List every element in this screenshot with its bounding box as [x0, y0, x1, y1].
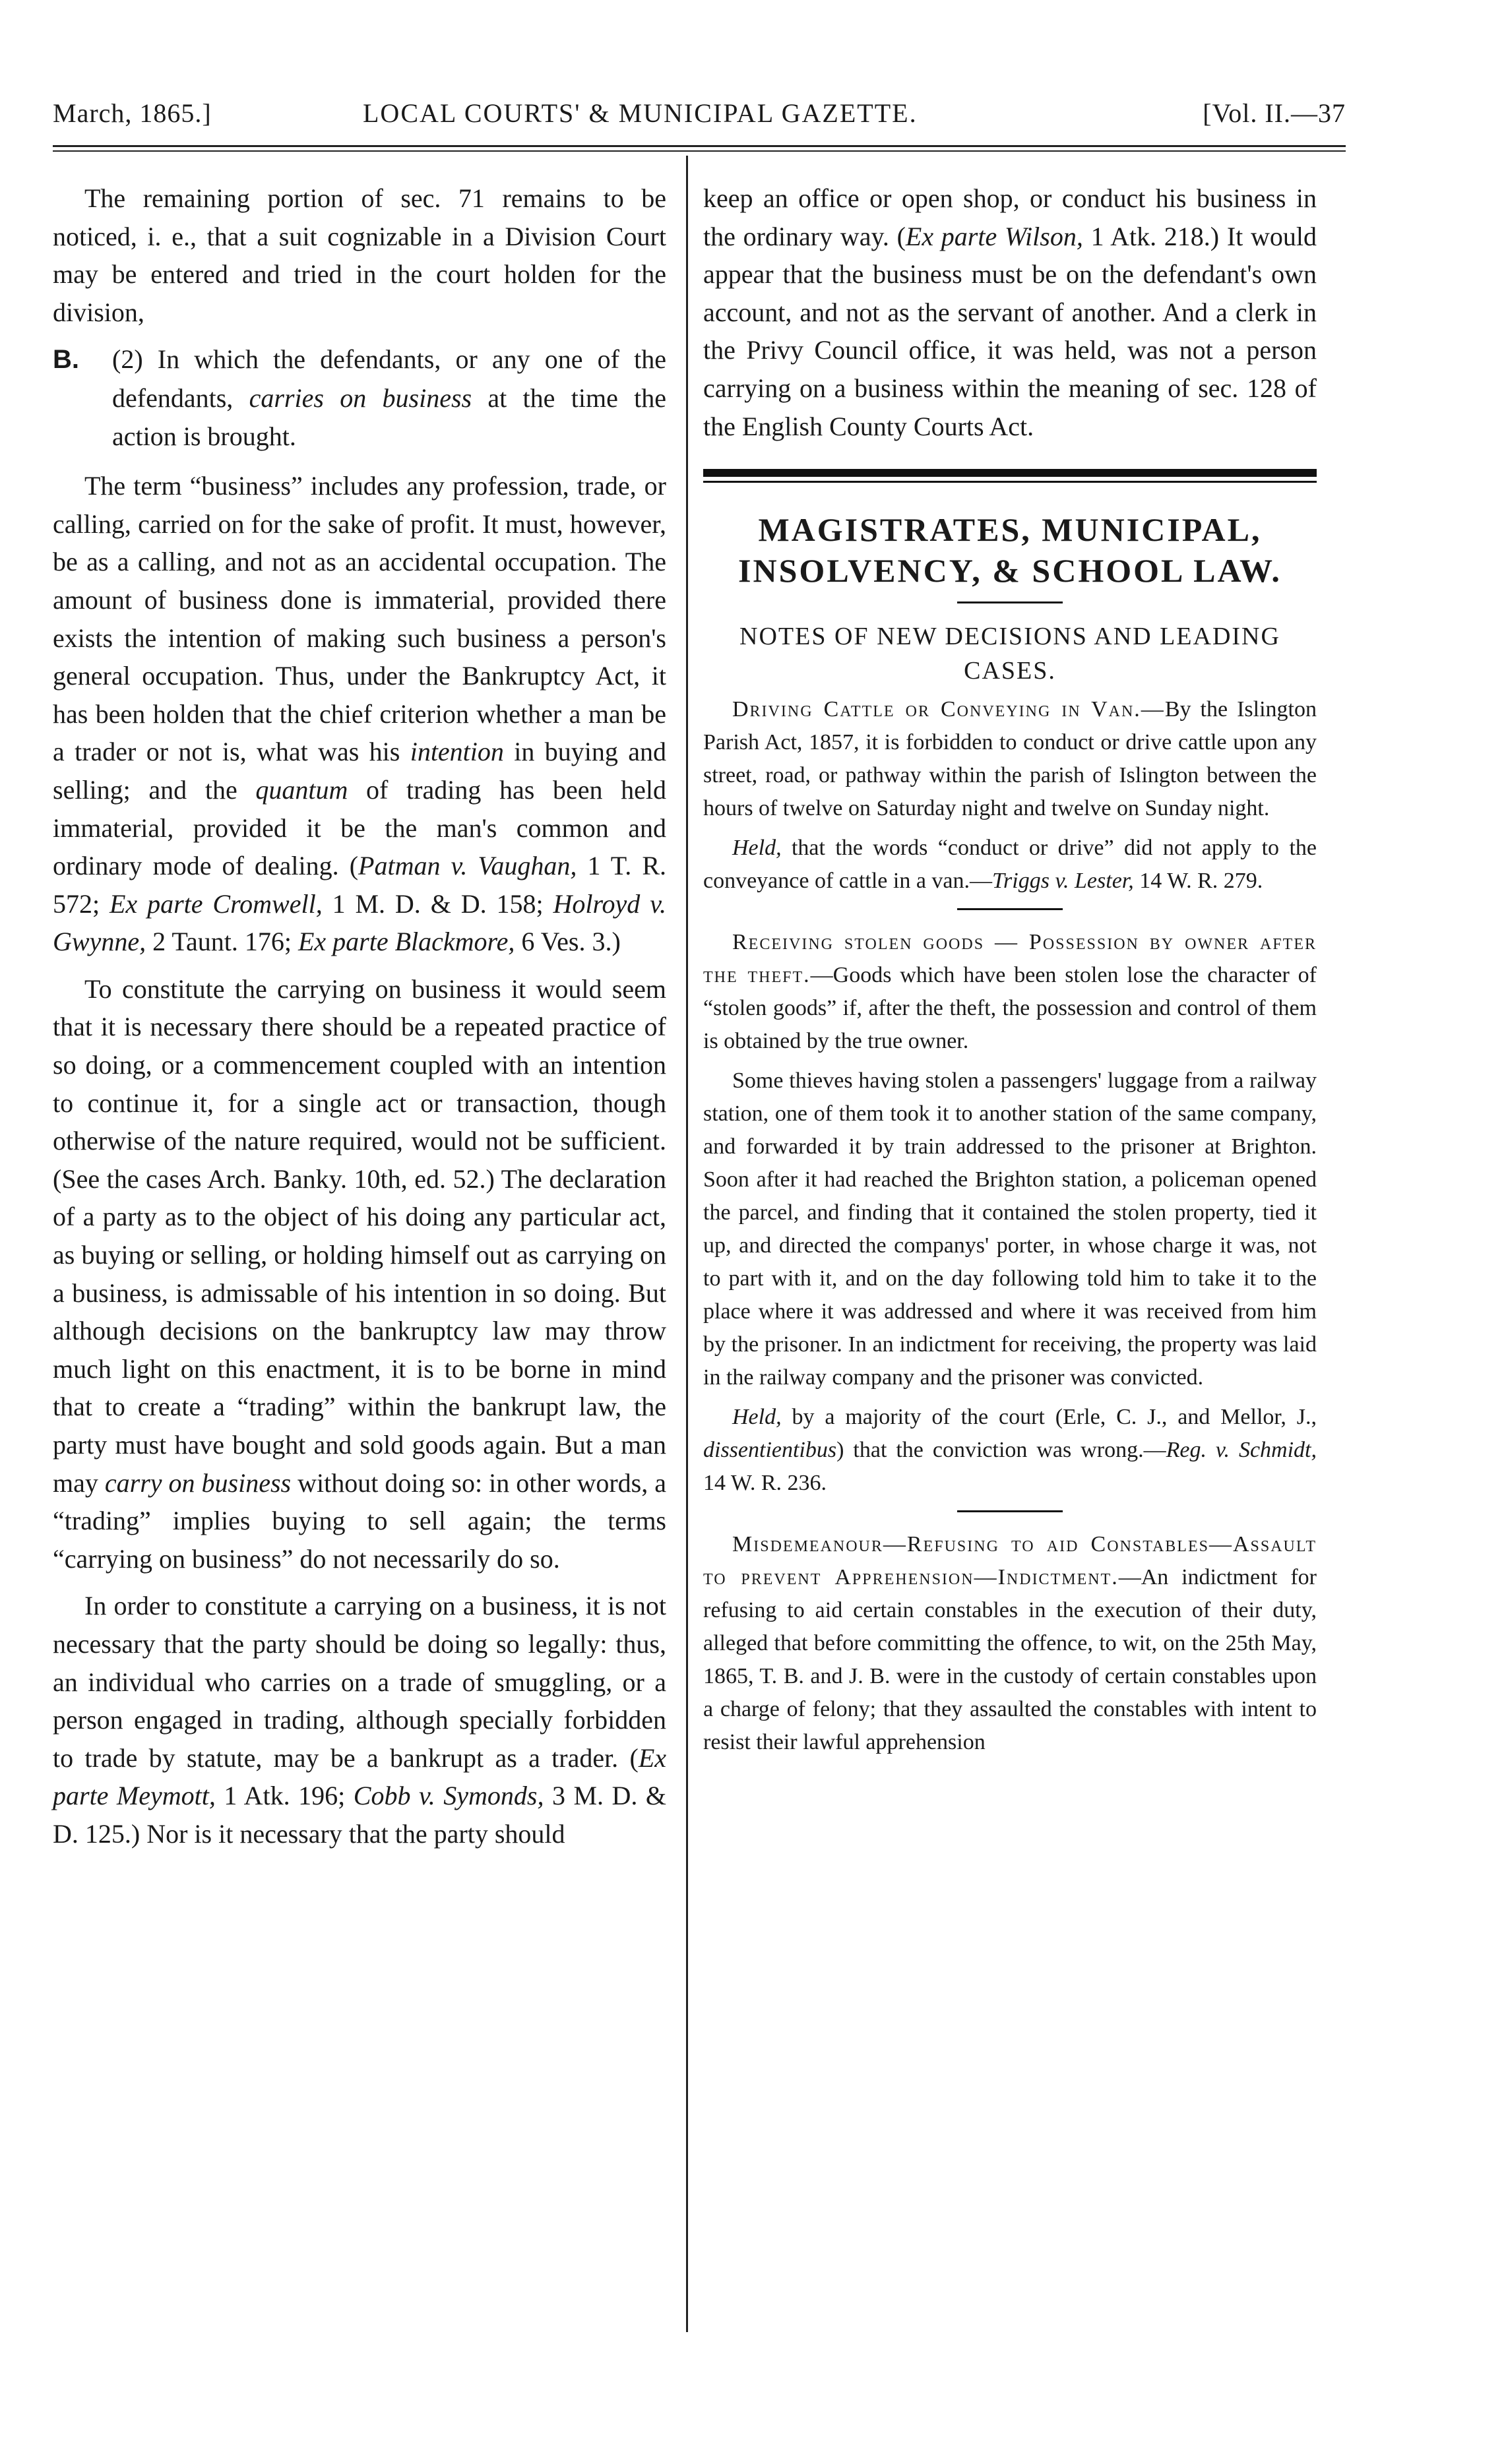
header-title: LOCAL COURTS' & MUNICIPAL GAZETTE. — [363, 98, 918, 128]
case-misdemeanour: Misdemeanour—Refusing to aid Constables—Assault to prevent Apprehension—Indictment.—An indictment for refusing to aid certain constables in the execution of their duty, alleged that before committing the offence, to wit, on the 25th May, 1865, T. B. and J. B. were in the custody of certain constables upon a charge of felony; that they assaulted the constables with intent to resist their lawful apprehension — [703, 1532, 1317, 1755]
case-stolen-goods-held: Held, by a majority of the court (Erle, C. J., and Mellor, J., dissentientibus) that the conviction was wrong.—Reg. v. Schmidt, 14 W. R. 236. — [703, 1405, 1317, 1496]
statute-quote: B. (2) In which the defendants, or any one of the defendants, carries on business at the time the action is brought. — [53, 340, 666, 455]
header-rule-secondary — [53, 150, 1346, 152]
case-notes — [703, 693, 1317, 1759]
paragraph-legality: In order to constitute a carrying on a business, it is not necessary that the party should be doing so legally: thus, an individual who carries on a trade of smuggling, or a person engaged in trading, although specially forbidden to trade by statute, may be a bankrupt as a trader. (Ex parte Meymott, 1 Atk. 196; Cobb v. Symonds, 3 M. D. & D. 125.) Nor is it necessary that the party should — [53, 1591, 667, 1849]
section-title-rule — [957, 601, 1063, 603]
case-separator — [957, 908, 1063, 910]
case-heading: Driving Cattle or Conveying in Van.— — [732, 697, 1165, 722]
right-column — [703, 179, 1317, 1766]
case-stolen-goods: Receiving stolen goods — Possession by owner after the theft.—Goods which have been stolen lose the character of “stolen goods” if, after the theft, the possession and control of them is obtained by the true owner. — [703, 930, 1317, 1054]
section-rule-thin — [703, 481, 1317, 483]
case-heading: Misdemeanour—Refusing to aid Constables—Assault to prevent Apprehension—Indictment. — [703, 1532, 1317, 1590]
running-header — [53, 98, 1346, 137]
section-title-line-1: MAGISTRATES, MUNICIPAL, — [758, 511, 1262, 549]
left-column — [53, 179, 666, 1863]
paragraph-intro: The remaining portion of sec. 71 remains to be noticed, i. e., that a suit cognizable in a Division Court may be entered and tried in the court holden for the division, — [53, 183, 666, 327]
section-title-line-2: INSOLVENCY, & SCHOOL LAW. — [738, 552, 1282, 590]
header-date: March, 1865.] — [53, 98, 212, 128]
case-stolen-goods-facts: Some thieves having stolen a passengers' luggage from a railway station, one of them took it to another station of the same company, and forwarded it by train addressed to the prisoner at Brighton. Soon after it had reached the Brighton station, a policeman opened the parcel, and finding that it contained the stolen property, tied it up, and directed the companys' porter, in whose charge it was, not to part with it, and on the day following told him to take it to the place where it was addressed and where it was received from him by the prisoner. In an indictment for receiving, the property was laid in the railway company and the prisoner was convicted. — [703, 1068, 1317, 1390]
notes-subtitle: NOTES OF NEW DECISIONS AND LEADING CASES. — [739, 623, 1280, 685]
paragraph-carrying-on: To constitute the carrying on business it would seem that it is necessary there should be a repeated practice of so doing, or a commencement coupled with an intention to continue it, for a single act or transaction, though otherwise of the nature required, would not be sufficient. (See the cases Arch. Banky. 10th, ed. 52.) The declaration of a party as to the object of his doing any particular act, as buying or selling, or holding himself out as carrying on a business, is admissable of his intention in so doing. But although decisions on the bankruptcy law may throw much light on this enactment, it is to be borne in mind that to create a “trading” within the bankrupt law, the party must have bought and sold goods again. But a man may carry on business without doing so: in other words, a “trading” implies buying to sell again; the terms “carrying on business” do not necessarily do so. — [53, 973, 666, 1574]
case-heading: Receiving stolen goods — Possession by owner after the theft. — [703, 930, 1317, 988]
continued-text: keep an office or open shop, or conduct his business in the ordinary way. (Ex parte Wilson, 1 Atk. 218.) It would appear that the business must be on the defendant's own account, and not as the servant of another. And a clerk in the Privy Council office, it was held, was not a person carrying on a business within the meaning of sec. 128 of the English County Courts Act. — [703, 183, 1317, 441]
paragraph-business-definition: The term “business” includes any profession, trade, or calling, carried on for the sake of profit. It must, however, be as a calling, and not as an accidental occupation. The amount of business done is immaterial, provided there exists the intention of making such business a person's general occupation. Thus, under the Bankruptcy Act, it has been holden that the chief criterion whether a man be a trader or not is, what was his intention in buying and selling; and the quantum of trading has been held immaterial, provided it be the man's common and ordinary mode of dealing. (Patman v. Vaughan, 1 T. R. 572; Ex parte Cromwell, 1 M. D. & D. 158; Holroyd v. Gwynne, 2 Taunt. 176; Ex parte Blackmore, 6 Ves. 3.) — [53, 471, 667, 957]
section-rule-thick — [703, 469, 1317, 477]
case-driving-cattle-held: Held, that the words “conduct or drive” did not apply to the conveyance of cattle in a van.—Triggs v. Lester, 14 W. R. 279. — [703, 836, 1317, 894]
quote-mark: B. — [53, 345, 79, 375]
case-driving-cattle: Driving Cattle or Conveying in Van.—By the Islington Parish Act, 1857, it is forbidden to conduct or drive cattle upon any street, road, or pathway within the parish of Islington between the hours of twelve on Saturday night and twelve on Sunday night. — [703, 697, 1317, 821]
case-separator — [957, 1510, 1063, 1512]
column-divider — [686, 156, 688, 2332]
header-volume: [Vol. II.—37 — [1203, 98, 1346, 128]
header-rule — [53, 145, 1346, 147]
